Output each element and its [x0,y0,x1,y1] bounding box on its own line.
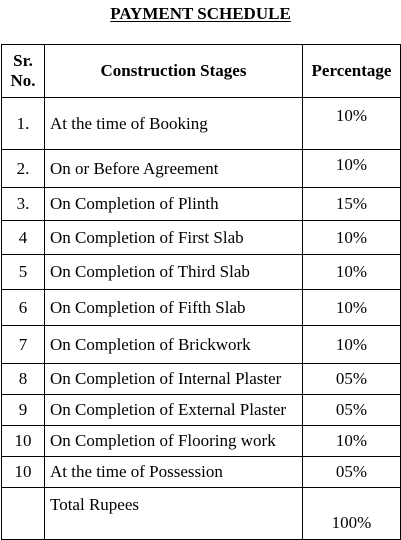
sr-no-cell: 2. [2,150,45,188]
total-label: Total Rupees [45,488,303,540]
table-row [2,255,401,290]
total-row [2,488,401,540]
stage-cell: On Completion of Flooring work [45,426,303,457]
payment-schedule-table [1,44,401,540]
page-title [0,4,401,24]
sr-no-cell: 6 [2,290,45,326]
percentage-cell: 05% [303,395,401,426]
percentage-cell: 10% [303,221,401,255]
page-title-text: PAYMENT SCHEDULE [110,4,291,23]
header-percentage: Percentage [303,45,401,98]
table-row [2,395,401,426]
table-row [2,290,401,326]
table-row [2,426,401,457]
stage-cell: On Completion of Internal Plaster [45,364,303,395]
percentage-cell: 10% [303,98,401,150]
table-row [2,326,401,364]
stage-cell: On or Before Agreement [45,150,303,188]
table-row [2,98,401,150]
stage-cell: At the time of Possession [45,457,303,488]
table-row [2,364,401,395]
percentage-cell: 10% [303,290,401,326]
sr-no-cell: 7 [2,326,45,364]
stage-cell: On Completion of External Plaster [45,395,303,426]
percentage-cell: 05% [303,364,401,395]
table-row [2,221,401,255]
sr-no-cell: 1. [2,98,45,150]
table-row [2,188,401,221]
sr-no-cell: 10 [2,457,45,488]
percentage-cell: 10% [303,150,401,188]
percentage-cell: 10% [303,426,401,457]
percentage-cell: 10% [303,326,401,364]
stage-cell: On Completion of First Slab [45,221,303,255]
header-construction-stages: Construction Stages [45,45,303,98]
sr-no-cell: 9 [2,395,45,426]
percentage-cell: 10% [303,255,401,290]
sr-no-cell: 3. [2,188,45,221]
total-percentage: 100% [303,488,401,540]
total-sr-cell [2,488,45,540]
stage-cell: On Completion of Plinth [45,188,303,221]
table-row [2,457,401,488]
stage-cell: On Completion of Third Slab [45,255,303,290]
sr-no-cell: 5 [2,255,45,290]
percentage-cell: 15% [303,188,401,221]
stage-cell: At the time of Booking [45,98,303,150]
stage-cell: On Completion of Fifth Slab [45,290,303,326]
header-sr-no: Sr. No. [2,45,45,98]
stage-cell: On Completion of Brickwork [45,326,303,364]
percentage-cell: 05% [303,457,401,488]
table-row [2,150,401,188]
sr-no-cell: 4 [2,221,45,255]
sr-no-cell: 8 [2,364,45,395]
sr-no-cell: 10 [2,426,45,457]
table-header-row [2,45,401,98]
